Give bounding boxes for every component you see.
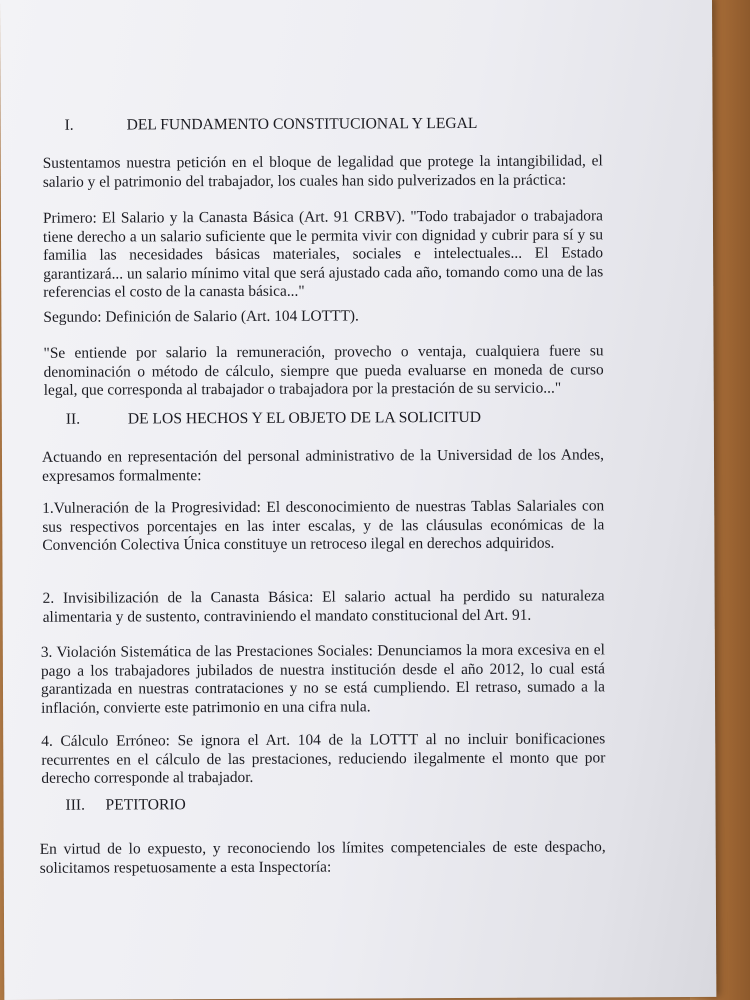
- section-heading-2: [66, 409, 481, 429]
- section-title: PETITORIO: [105, 796, 186, 814]
- list-item-4: 4. Cálculo Erróneo: Se ignora el Art. 104 de la LOTTT al no incluir bonificaciones recurrentes en el cálculo de las prestaciones, reduciendo ilegalmente el monto que por derecho corresponde al trabajador.: [41, 730, 606, 788]
- list-item-1: 1.Vulneración de la Progresividad: El desconocimiento de nuestras Tablas Salariales con sus respectivos porcentajes en las inter escalas, y de las cláusulas económicas de la Convención Colectiva Única constituye un retroceso ilegal en derechos adquiridos.: [42, 497, 605, 555]
- section-number: III.: [65, 796, 86, 814]
- paragraph-virtud: En virtud de lo expuesto, y reconociendo los límites competenciales de este despacho, solicitamos respetuosamente a esta Inspectoría:: [39, 838, 606, 877]
- paragraph-primero: Primero: El Salario y la Canasta Básica (Art. 91 CRBV). "Todo trabajador o trabajadora tiene derecho a un salario suficiente que le permita vivir con dignidad y cubrir para sí y su familia las necesidades básicas materiales, sociales e intelectuales... El Estado garantizará... un salario mínimo vital que será ajustado cada año, tomando como una de las referencias el costo de la canasta básica...": [42, 207, 604, 302]
- list-item-2: 2. Invisibilización de la Canasta Básica: El salario actual ha perdido su naturaleza alimentaria y de sustento, contraviniendo el mandato constitucional del Art. 91.: [42, 587, 605, 626]
- paragraph-actuando: Actuando en representación del personal administrativo de la Universidad de los Andes, expresamos formalmente:: [41, 446, 605, 485]
- section-title: DE LOS HECHOS Y EL OBJETO DE LA SOLICITUD: [127, 408, 482, 428]
- list-item-3: 3. Violación Sistemática de las Prestaciones Sociales: Denunciamos la mora excesiva en el pago a los trabajadores jubilados de nuestra institución desde el año 2012, lo cual está garantizada en nuestras contrataciones y no se está cumpliendo. El retraso, sumado a la inflación, convierte este patrimonio en una cifra nula.: [40, 641, 606, 717]
- paragraph-quote: "Se entiende por salario la remuneración, provecho o ventaja, cualquiera fuere su denominación o método de cálculo, siempre que pueda evaluarse en moneda de curso legal, que corresponda al trabajador o trabajadora por la prestación de su servicio...": [43, 342, 604, 400]
- section-heading-1: [65, 115, 478, 135]
- section-heading-3: [65, 796, 185, 815]
- paragraph-segundo: Segundo: Definición de Salario (Art. 104 LOTTT).: [43, 307, 359, 326]
- section-number: I.: [64, 116, 74, 134]
- paragraph-intro: Sustentamos nuestra petición en el bloque de legalidad que protege la intangibilidad, el salario y el patrimonio del trabajador, los cuales han sido pulverizados en la práctica:: [42, 152, 603, 191]
- section-title: DEL FUNDAMENTO CONSTITUCIONAL Y LEGAL: [126, 114, 478, 134]
- section-number: II.: [65, 410, 81, 428]
